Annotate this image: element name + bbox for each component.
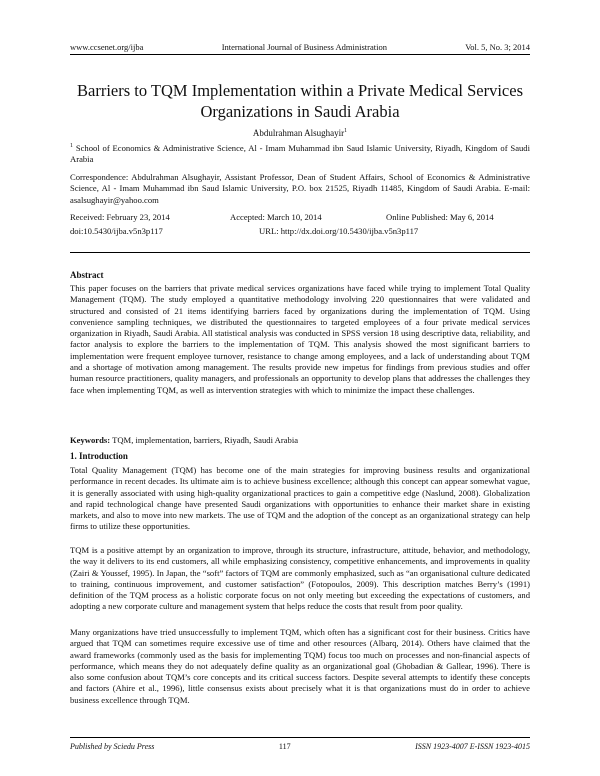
paper-title <box>70 80 530 122</box>
abstract-rule <box>70 252 530 253</box>
page-footer <box>70 742 530 751</box>
footer-rule <box>70 737 530 738</box>
intro-paragraph-2: TQM is a positive attempt by an organization to improve, through its structure, infrastructure, attitude, behavior, and methodology, the way it delivers to its end customers, all while emphasizing consistency, competitive enhancements, and improvements in quality (Zairi & Youssef, 1995). In Japan, the “soft” factors of TQM are commonly emphasized, such as “an organisational culture dedicated to training, continuous improvement, and customer satisfaction” (Fotopoulos, 2009). This description matches Berry’s (1991) definition of the TQM process as a holistic corporate focus on not only meeting but exceeding the expectations of customers, and adopting a new corporate culture and management system that helps reduce the costs that result from poor quality. <box>70 545 530 612</box>
doi-row <box>70 226 530 237</box>
header-journal-url[interactable]: www.ccsenet.org/ijba <box>70 42 144 52</box>
keywords-label: Keywords: <box>70 435 111 445</box>
intro-paragraph-3: Many organizations have tried unsuccessfully to implement TQM, which often has a significant cost for their business. Critics have argued that TQM can sometimes require excessive use of time and other resources (Albarq, 2014). Others have claimed that the award frameworks (commonly used as the basis for implementing TQM) focus too much on processes and non-financial aspects of performance, which means they do not adequately define quality as an organizational goal (Ghobadian & Gallear, 1996). There is also some confusion about TQM’s core concepts and its critical success factors. Despite several attempts to identify these concepts and factors (Ahire et al., 1996), little consensus exists about precisely what it is that organizations must do in order to achieve business excellence through TQM. <box>70 627 530 705</box>
title-line-2: Organizations in Saudi Arabia <box>200 102 400 121</box>
footer-publisher: Published by Sciedu Press <box>70 742 155 751</box>
author-name: Abdulrahman Alsughayir <box>252 128 345 138</box>
author-sup: 1 <box>344 128 348 134</box>
abstract-text: This paper focuses on the barriers that private medical services organizations have faced while trying to implement Total Quality Management (TQM). The study employed a quantitative methodology involving 220 questionnaires that were validated and structured and consisted of 21 items identifying barriers faced by organizations during the implementation of TQM. Using convenience sampling techniques, we distributed the questionnaires to targeted employees of a four private medical services organization in Riyadh, Saudi Arabia. All statistical analysis was conducted in SPSS version 18 using descriptive data, reliability, and factor analysis to explore the barriers to the implementation of TQM. This analysis showed the most significant barriers to implementation were frequent employee turnover, resistance to change among employees, and a lack of understanding about TQM and a shortage of motivation among management. The results provide new impetus for findings from previous studies and offer human resource practitioners, quality managers, and professionals an opportunity to develop plans that addresses the challenges they face when implementing TQM, as well as intervention strategies with which to minimize the impact these challenges. <box>70 283 530 395</box>
published-date: Online Published: May 6, 2014 <box>386 212 494 222</box>
section-1-heading: 1. Introduction <box>70 451 128 461</box>
header-journal-name: International Journal of Business Administration <box>221 42 387 52</box>
affiliation-text: School of Economics & Administrative Science, Al - Imam Muhammad ibn Saud Islamic University, Riyadh, Kingdom of Saudi Arabia <box>70 143 530 165</box>
title-line-1: Barriers to TQM Implementation within a Private Medical Services <box>77 81 523 100</box>
header-volume: Vol. 5, No. 3; 2014 <box>465 42 530 52</box>
keywords-line <box>70 435 530 446</box>
footer-issn: ISSN 1923-4007 E-ISSN 1923-4015 <box>415 742 530 751</box>
author-line <box>70 128 530 139</box>
affiliation-sup: 1 <box>70 143 73 150</box>
accepted-date: Accepted: March 10, 2014 <box>230 212 322 222</box>
header-rule <box>70 54 530 55</box>
running-header <box>70 42 530 52</box>
correspondence: Correspondence: Abdulrahman Alsughayir, Assistant Professor, Dean of Student Affairs, School of Economics & Administrative Science, Al - Imam Muhammad ibn Saud Islamic University, P.O. box 21525, Riyadh 11485, Kingdom of Saudi Arabia. E-mail: asalsughayir@yahoo.com <box>70 172 530 205</box>
affiliation <box>70 143 530 166</box>
abstract-heading: Abstract <box>70 270 104 280</box>
url[interactable]: URL: http://dx.doi.org/10.5430/ijba.v5n3p117 <box>259 226 419 236</box>
intro-paragraph-1: Total Quality Management (TQM) has become one of the main strategies for improving business results and organizational performance in recent decades. Its ultimate aim is to achieve business excellence; although this concept can appear somewhat vague, it is generally associated with using high-quality organizational practices to gain a competitive edge (Naslund, 2008). Globalization and rapid technological change have presented Saudi organizations with opportunities to enhance their market share in existing markets, and also to move into new markets. The use of TQM and the adoption of the concept as an organizational strategy can help firms to utilize these opportunities. <box>70 465 530 532</box>
keywords-text: TQM, implementation, barriers, Riyadh, Saudi Arabia <box>110 435 299 445</box>
dates-row <box>70 212 530 223</box>
received-date: Received: February 23, 2014 <box>70 212 170 222</box>
doi[interactable]: doi:10.5430/ijba.v5n3p117 <box>70 226 163 236</box>
page-number: 117 <box>278 742 291 751</box>
